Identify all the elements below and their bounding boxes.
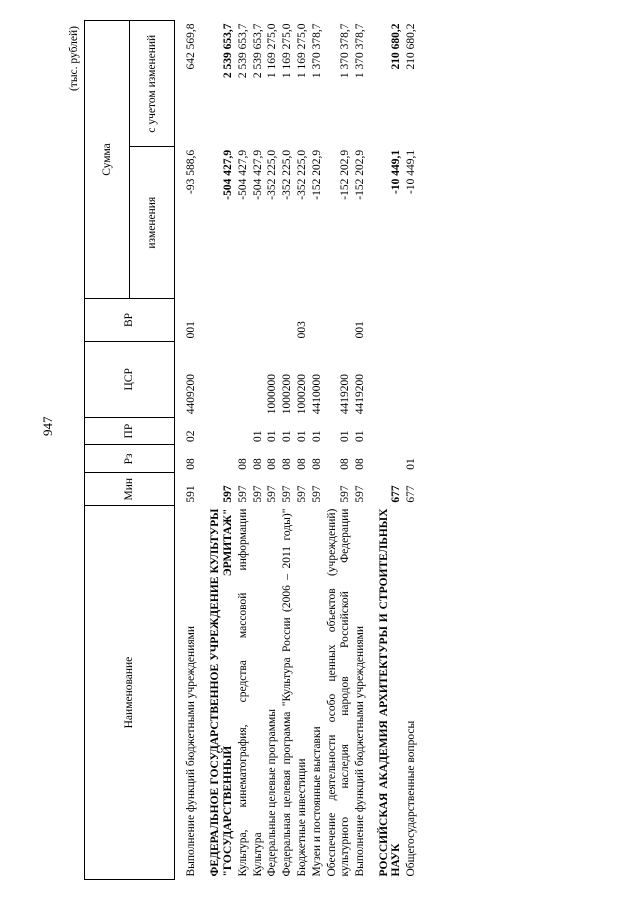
header-with-change: с учетом изменений xyxy=(130,21,175,147)
row-min: 597 xyxy=(281,485,294,503)
row-csr: 1000200 xyxy=(296,373,309,415)
row-change: -352 225,0 xyxy=(281,149,294,200)
table-row xyxy=(325,21,353,880)
table-row xyxy=(199,21,236,880)
row-vr: 003 xyxy=(296,321,309,339)
row-csr: 1000000 xyxy=(266,373,279,415)
row-change: -504 427,9 xyxy=(236,149,249,200)
row-min: 597 xyxy=(338,485,351,503)
table-row xyxy=(251,21,266,880)
row-csr xyxy=(236,341,251,417)
row-name: ФЕДЕРАЛЬНОЕ ГОСУДАРСТВЕННОЕ УЧРЕЖДЕНИЕ КУЛЬТУРЫ "ГОСУДАРСТВЕННЫЙ ЭРМИТАЖ" xyxy=(208,508,234,877)
row-change: -93 588,6 xyxy=(185,149,197,194)
row-name: Бюджетные инвестиции xyxy=(296,758,309,877)
table-row xyxy=(295,21,310,880)
row-total: 2 539 653,7 xyxy=(251,23,264,79)
row-total: 1 169 275,0 xyxy=(266,23,279,79)
row-name: Музеи и постоянные выставки xyxy=(311,726,323,877)
table-row xyxy=(175,21,199,880)
row-rz: 08 xyxy=(353,458,366,470)
row-min: 597 xyxy=(221,485,234,503)
row-csr: 4410000 xyxy=(311,373,323,415)
row-csr xyxy=(404,341,419,417)
row-csr: 4419200 xyxy=(353,373,366,415)
row-vr xyxy=(404,298,419,341)
row-name: Выполнение функций бюджетными учреждениями xyxy=(185,625,197,877)
row-min: 677 xyxy=(405,485,418,503)
row-total: 642 569,8 xyxy=(185,23,197,70)
row-name: Выполнение функций бюджетными учреждениями xyxy=(353,625,366,877)
row-total: 1 169 275,0 xyxy=(281,23,294,79)
row-rz xyxy=(199,445,236,473)
row-vr xyxy=(265,298,280,341)
row-rz: 08 xyxy=(251,458,264,470)
header-rz: Рз xyxy=(85,445,175,473)
row-vr xyxy=(236,298,251,341)
unit-note: (тыс. рублей) xyxy=(68,26,80,92)
row-rz: 08 xyxy=(266,458,279,470)
row-pr: 01 xyxy=(296,430,309,442)
row-vr xyxy=(310,298,325,341)
row-pr: 01 xyxy=(311,430,323,442)
table-row xyxy=(310,21,325,880)
row-min: 597 xyxy=(296,485,309,503)
row-vr: 001 xyxy=(353,321,366,339)
header-min: Мин xyxy=(85,473,175,506)
row-total: 1 370 378,7 xyxy=(353,23,366,79)
budget-table xyxy=(84,20,419,880)
row-pr xyxy=(368,417,405,445)
row-min: 591 xyxy=(185,485,197,503)
row-rz: 08 xyxy=(185,458,197,470)
row-change: -504 427,9 xyxy=(251,149,264,200)
row-name: Общегосударственные вопросы xyxy=(405,720,418,877)
row-name: Культура, кинематография, средства массовой информации xyxy=(236,508,249,877)
row-rz xyxy=(368,445,405,473)
row-change: -152 202,9 xyxy=(353,149,366,200)
row-pr xyxy=(236,417,251,445)
row-total: 2 539 653,7 xyxy=(236,23,249,79)
rotated-page-content xyxy=(68,20,568,880)
row-rz: 08 xyxy=(338,458,351,470)
row-rz: 08 xyxy=(311,458,323,470)
row-total: 2 539 653,7 xyxy=(221,23,234,79)
row-rz: 01 xyxy=(405,458,418,470)
row-pr xyxy=(404,417,419,445)
row-name: РОССИЙСКАЯ АКАДЕМИЯ АРХИТЕКТУРЫ И СТРОИТЕЛЬНЫХ НАУК xyxy=(377,508,403,877)
row-csr xyxy=(368,341,405,417)
row-name: Обеспечение деятельности особо ценных объектов (учреждений) культурного наследия народов Российской Федерации xyxy=(325,508,351,877)
row-name: Культура xyxy=(251,832,264,877)
header-vr: ВР xyxy=(85,298,175,341)
row-total: 1 370 378,7 xyxy=(311,23,323,79)
table-row xyxy=(404,21,419,880)
row-min: 597 xyxy=(266,485,279,503)
row-total: 1 169 275,0 xyxy=(296,23,309,79)
header-change: изменения xyxy=(130,147,175,299)
row-min: 597 xyxy=(311,485,323,503)
row-change: -352 225,0 xyxy=(296,149,309,200)
table-row xyxy=(236,21,251,880)
row-vr xyxy=(280,298,295,341)
header-name: Наименование xyxy=(85,506,175,880)
table-row xyxy=(368,21,405,880)
row-min: 597 xyxy=(236,485,249,503)
table-row xyxy=(280,21,295,880)
row-vr xyxy=(199,298,236,341)
row-total: 1 370 378,7 xyxy=(338,23,351,79)
row-total: 210 680,2 xyxy=(405,23,418,70)
row-min: 597 xyxy=(251,485,264,503)
row-min: 597 xyxy=(353,485,366,503)
page-number: 947 xyxy=(40,416,55,436)
row-pr: 01 xyxy=(251,430,264,442)
row-change: -504 427,9 xyxy=(221,149,234,200)
row-pr: 02 xyxy=(185,430,197,442)
table-row xyxy=(265,21,280,880)
header-row-1 xyxy=(85,21,130,880)
row-pr: 01 xyxy=(338,430,351,442)
row-min: 677 xyxy=(390,485,403,503)
table-row xyxy=(353,21,368,880)
row-pr: 01 xyxy=(353,430,366,442)
row-vr xyxy=(325,298,353,341)
row-name: Федеральная целевая программа "Культура России (2006 – 2011 годы)" xyxy=(281,508,294,877)
row-csr: 4419200 xyxy=(338,373,351,415)
row-change: -352 225,0 xyxy=(266,149,279,200)
row-vr xyxy=(368,298,405,341)
row-change: -10 449,1 xyxy=(405,149,418,194)
row-csr: 4409200 xyxy=(185,373,197,415)
header-sum: Сумма xyxy=(85,21,130,299)
row-csr: 1000200 xyxy=(281,373,294,415)
row-rz: 08 xyxy=(296,458,309,470)
row-pr xyxy=(199,417,236,445)
header-pr: ПР xyxy=(85,417,175,445)
row-pr: 01 xyxy=(281,430,294,442)
row-rz: 08 xyxy=(236,458,249,470)
row-csr xyxy=(251,341,266,417)
row-change: -152 202,9 xyxy=(311,149,323,200)
row-total: 210 680,2 xyxy=(390,23,403,70)
row-rz: 08 xyxy=(281,458,294,470)
row-change: -10 449,1 xyxy=(390,149,403,194)
row-change: -152 202,9 xyxy=(338,149,351,200)
row-pr: 01 xyxy=(266,430,279,442)
row-vr xyxy=(251,298,266,341)
row-csr xyxy=(199,341,236,417)
row-name: Федеральные целевые программы xyxy=(266,708,279,877)
row-vr: 001 xyxy=(185,321,197,339)
header-csr: ЦСР xyxy=(85,341,175,417)
